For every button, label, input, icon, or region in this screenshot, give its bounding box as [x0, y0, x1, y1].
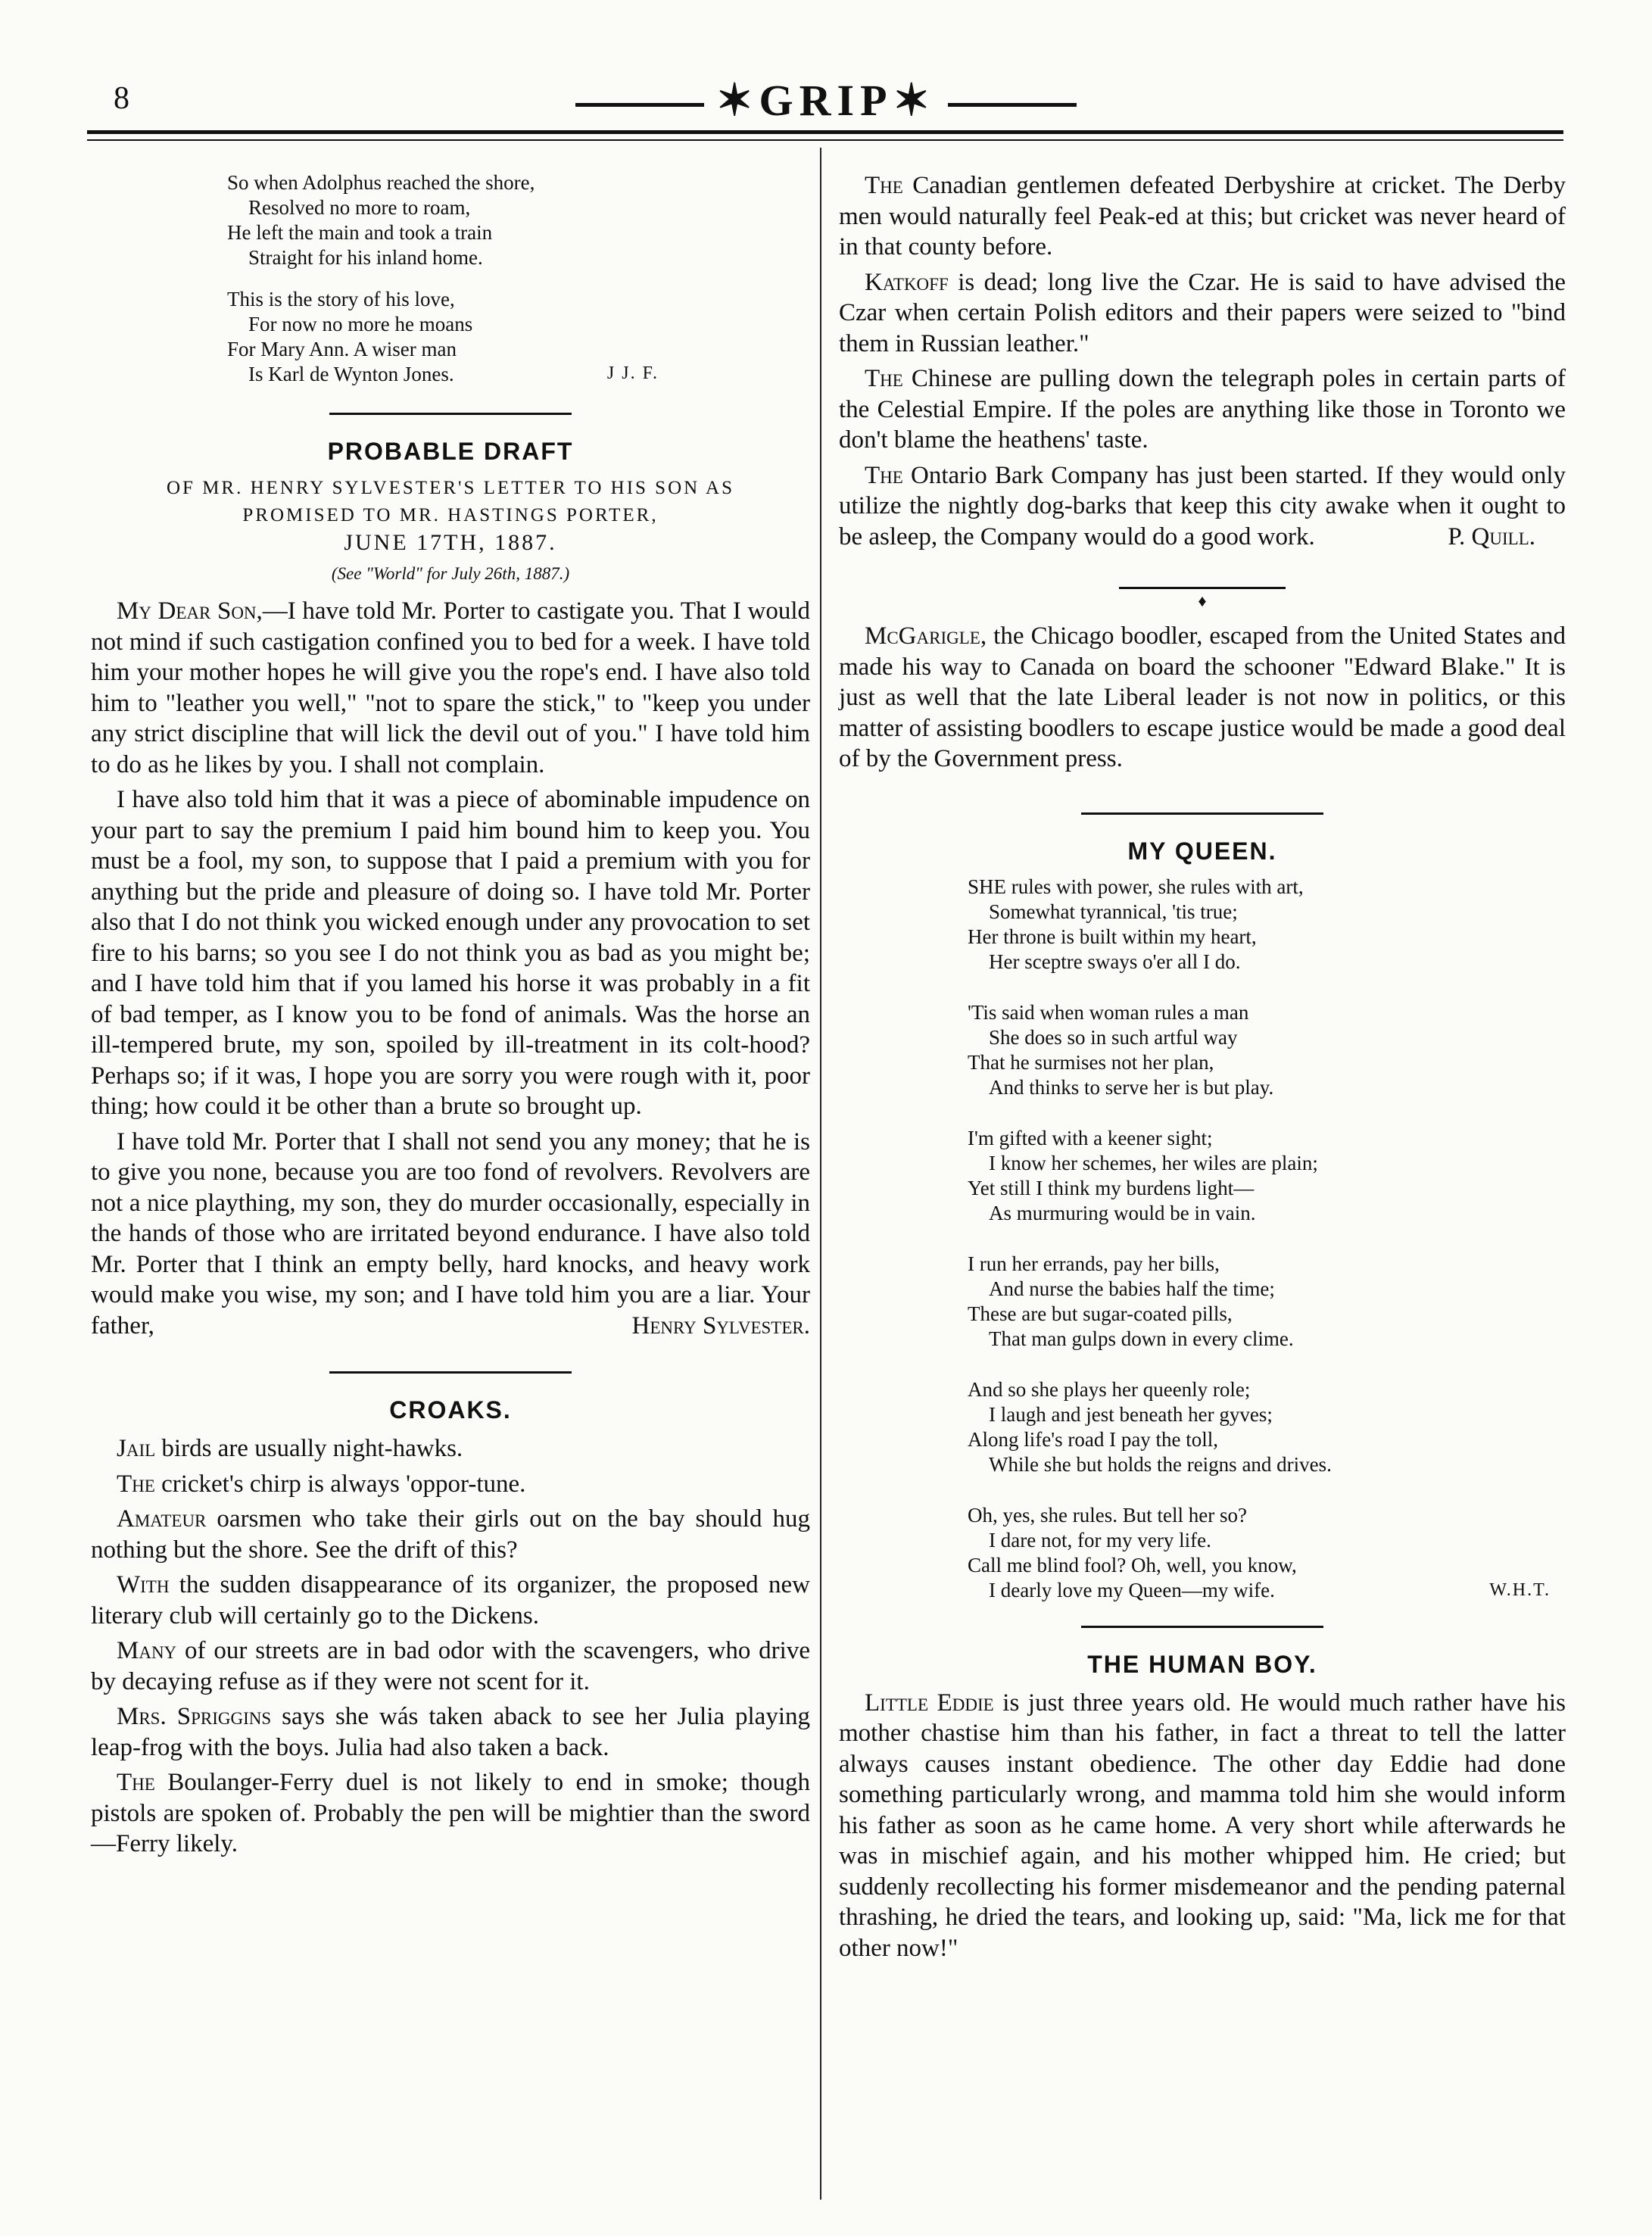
poem-line: For Mary Ann. A wiser man [227, 338, 457, 360]
poem-line: 'Tis said when woman rules a man [968, 1000, 1249, 1024]
note-text: Canadian gentlemen defeated Derbyshire at cricket. The Derby men would naturally feel Peak-ed at this; but cricket was never heard of in that county before. [839, 172, 1566, 260]
note-lead: The [865, 461, 903, 489]
poem-line: Call me blind fool? Oh, well, you know, [968, 1553, 1297, 1576]
story-text: is just three years old. He would much rather have his mother chastise him than his father, in fact a threat to tell the latter always causes instant obedience. The other day Eddie had done something particularly wrong, and mamma told him she would inform his father as soon as he came home. A very short while afterwards he was in mischief again, and his mother whipped him. He cried; but suddenly recollecting his former misdemeanor and the pending paternal thrashing, he dried the tears, and looking up, said: "Ma, lick me for that other now!" [839, 1689, 1566, 1962]
draft-subtitle: PROMISED TO MR. HASTINGS PORTER, [242, 505, 659, 525]
draft-source-note: (See "World" for July 26th, 1887.) [331, 564, 570, 583]
masthead-dash-right [948, 103, 1077, 107]
section-title-probable-draft: PROBABLE DRAFT [327, 438, 574, 465]
croak-text: the sudden disappearance of its organizer, the proposed new literary club will certainly go to the Dickens. [91, 1571, 810, 1629]
poem-stanza [968, 1503, 1566, 1603]
diamond-ornament-icon: ♦ [1198, 591, 1207, 610]
separator-rule [329, 1371, 572, 1374]
poem-stanza [968, 1000, 1566, 1100]
page-number: 8 [114, 81, 129, 116]
poem-line: I dare not, for my very life. [989, 1528, 1211, 1551]
note-text: , the Chicago boodler, escaped from the United States and made his way to Canada on board the schooner "Edward Blake." It is just as well that the late Liberal leader is not now in politics, or this matter of assisting boodlers to escape justice would be made a good deal of by the Government press. [839, 622, 1566, 772]
poem-line: I know her schemes, her wiles are plain; [989, 1151, 1318, 1174]
draft-paragraph-text: I have told Mr. Porter that I shall not send you any money; that he is to give you none, because you are too fond of revolvers. Revolvers are not a nice plaything, my son, they do murder occasionally, especially in the hands of those who are irritated beyond endurance. I have also told Mr. Porter that I think an empty belly, hard knocks, and heavy work would make you wise, my son; and I have told him you are a liar. Your father, [91, 1127, 810, 1339]
draft-paragraph [91, 1127, 810, 1342]
poem-line: Is Karl de Wynton Jones. [248, 363, 454, 385]
poem-line: Her sceptre sways o'er all I do. [989, 950, 1241, 973]
star-ornament-icon: ✶ [893, 76, 937, 125]
poem-line: Yet still I think my burdens light— [968, 1176, 1255, 1199]
right-column [839, 170, 1566, 1968]
section-title-croaks: CROAKS. [389, 1396, 512, 1424]
masthead-title: GRIP [759, 76, 893, 125]
poem-line-text: I dearly love my Queen—my wife. [989, 1578, 1275, 1601]
note-item [839, 267, 1566, 360]
masthead [0, 0, 1652, 151]
salutation: My Dear Son, [117, 597, 263, 625]
poem-line: He left the main and took a train [227, 221, 493, 244]
draft-date: JUNE 17TH, 1887. [344, 530, 557, 555]
croak-text: birds are usually night-hawks. [155, 1435, 463, 1462]
croak-item [91, 1469, 810, 1500]
poem-line: While she but holds the reigns and drives. [989, 1452, 1332, 1476]
poem-stanza [968, 875, 1566, 975]
separator-rule [1119, 587, 1286, 589]
poem-stanza [968, 1126, 1566, 1226]
masthead-rule-thick [87, 130, 1563, 134]
croak-lead: Jail [117, 1435, 156, 1462]
notes-signature: P. Quill. [1448, 522, 1535, 550]
croak-lead: With [117, 1571, 170, 1598]
poem-line: This is the story of his love, [227, 288, 455, 310]
poem-line: Straight for his inland home. [248, 246, 483, 269]
poem-line [968, 1578, 1566, 1603]
masthead-dash-left [575, 103, 704, 107]
croak-text: oarsmen who take their girls out on the bay should hug nothing but the shore. See the drift of this? [91, 1505, 810, 1564]
draft-paragraph-text: —I have told Mr. Porter to castigate you. That I would not mind if such castigation confined you to bed for a week. I have told him your mother hopes he will give you the rope's end. I have also told him to "leather you well," "not to spare the stick," to "keep you under any strict discipline that will lick the devil out of you." I have told him to do as he likes by you. I shall not complain. [91, 597, 810, 778]
croak-text: Boulanger-Ferry duel is not likely to end in smoke; though pistols are spoken of. Probably the pen will be mightier than the sword—Ferry likely. [91, 1769, 810, 1857]
note-lead: McGarigle [865, 622, 980, 650]
poem-signature: W.H.T. [1489, 1580, 1551, 1600]
poem-signature: J J. F. [606, 363, 659, 383]
poem-line: Oh, yes, she rules. But tell her so? [968, 1503, 1247, 1527]
letter-signature: Henry Sylvester. [631, 1311, 810, 1339]
poem-line: Her throne is built within my heart, [968, 925, 1257, 948]
separator-rule [329, 413, 572, 415]
croak-item [91, 1504, 810, 1565]
poem-line: I laugh and jest beneath her gyves; [989, 1402, 1273, 1426]
star-ornament-icon: ✶ [715, 76, 759, 125]
croak-lead: The [117, 1470, 155, 1498]
note-item [839, 170, 1566, 263]
poem-line: Somewhat tyrannical, 'tis true; [989, 900, 1238, 923]
note-lead: Katkoff [865, 268, 949, 296]
column-divider [820, 148, 821, 2200]
section-title-human-boy: THE HUMAN BOY. [1087, 1650, 1317, 1678]
note-text: Ontario Bark Company has just been started. If they would only utilize the nightly dog-barks that keep this city awake when it ought to be asleep, the Company would do a good work. [839, 461, 1566, 550]
poem-ending [227, 170, 810, 387]
separator-rule [1081, 1626, 1323, 1628]
croak-item [91, 1701, 810, 1763]
note-item [839, 363, 1566, 456]
croak-item [91, 1767, 810, 1860]
note-lead: The [865, 365, 903, 392]
queen-poem [968, 875, 1566, 1603]
story-lead: Little Eddie [865, 1689, 994, 1717]
poem-line: That man gulps down in every clime. [989, 1327, 1294, 1350]
section-title-my-queen: MY QUEEN. [1127, 837, 1277, 865]
poem-line: I'm gifted with a keener sight; [968, 1126, 1213, 1149]
human-boy-paragraph [839, 1688, 1566, 1964]
croak-lead: Amateur [117, 1505, 207, 1533]
poem-line: SHE rules with power, she rules with art, [968, 875, 1304, 898]
poem-line: That he surmises not her plan, [968, 1050, 1214, 1074]
note-lead: The [865, 172, 903, 199]
croak-item [91, 1636, 810, 1697]
poem-stanza [227, 170, 810, 270]
draft-paragraph: I have also told him that it was a piece of abominable impudence on your part to say the premium I paid him bound him to keep you. You must be a fool, my son, to suppose that I paid a premium with you for anything but the pride and pleasure of doing so. I have told Mr. Porter also that I do not think you wicked enough under any provocation to set fire to his barns; so you see I do not think you as bad as you might be; and I have told him that if you lamed his horse it was probably in a fit of bad temper, as I know you to be fond of animals. Was the horse an ill-tempered brute, my son, spoiled by ill-treatment in its colt-hood? Perhaps so; if it was, I hope you are sorry you were rough with it, poor thing; how could it be other than a brute so brought up. [91, 786, 810, 1120]
croak-text: cricket's chirp is always 'oppor-tune. [154, 1470, 526, 1498]
poem-line: And nurse the babies half the time; [989, 1277, 1275, 1300]
note-text: Chinese are pulling down the telegraph poles in certain parts of the Celestial Empire. If the poles are anything like those in Toronto we don't blame the heathens' taste. [839, 365, 1566, 454]
poem-stanza [227, 287, 810, 387]
poem-line: And thinks to serve her is but play. [989, 1075, 1274, 1099]
croak-lead: The [117, 1769, 155, 1796]
poem-stanza [968, 1252, 1566, 1352]
croak-lead: Mrs. Spriggins [117, 1703, 272, 1730]
poem-line: And so she plays her queenly role; [968, 1377, 1251, 1401]
masthead-title-row [0, 74, 1652, 126]
poem-line: These are but sugar-coated pills, [968, 1302, 1233, 1325]
poem-line: So when Adolphus reached the shore, [227, 171, 535, 194]
poem-line: As murmuring would be in vain. [989, 1201, 1256, 1224]
poem-line: I run her errands, pay her bills, [968, 1252, 1220, 1275]
note-item [839, 460, 1566, 553]
poem-stanza [968, 1377, 1566, 1477]
croak-text: of our streets are in bad odor with the scavengers, who drive by decaying refuse as if they were not scent for it. [91, 1637, 810, 1695]
croak-item [91, 1570, 810, 1631]
masthead-rule-thin [87, 139, 1563, 141]
poem-line: Along life's road I pay the toll, [968, 1427, 1219, 1451]
draft-paragraph [91, 596, 810, 780]
croak-item [91, 1433, 810, 1464]
separator-rule [1081, 812, 1323, 815]
croak-text: says she wás taken aback to see her Julia playing leap-frog with the boys. Julia had also taken a back. [91, 1703, 810, 1761]
draft-subtitle: OF MR. HENRY SYLVESTER'S LETTER TO HIS SON AS [166, 478, 735, 498]
poem-line: She does so in such artful way [989, 1025, 1238, 1049]
mcgarigle-item [839, 621, 1566, 775]
poem-line: Resolved no more to roam, [248, 196, 471, 219]
note-text: is dead; long live the Czar. He is said to have advised the Czar when certain Polish editors and their papers were seized to "bind them in Russian leather." [839, 268, 1566, 357]
left-column [91, 170, 810, 1864]
poem-line: For now no more he moans [248, 313, 473, 335]
croak-lead: Many [117, 1637, 177, 1664]
